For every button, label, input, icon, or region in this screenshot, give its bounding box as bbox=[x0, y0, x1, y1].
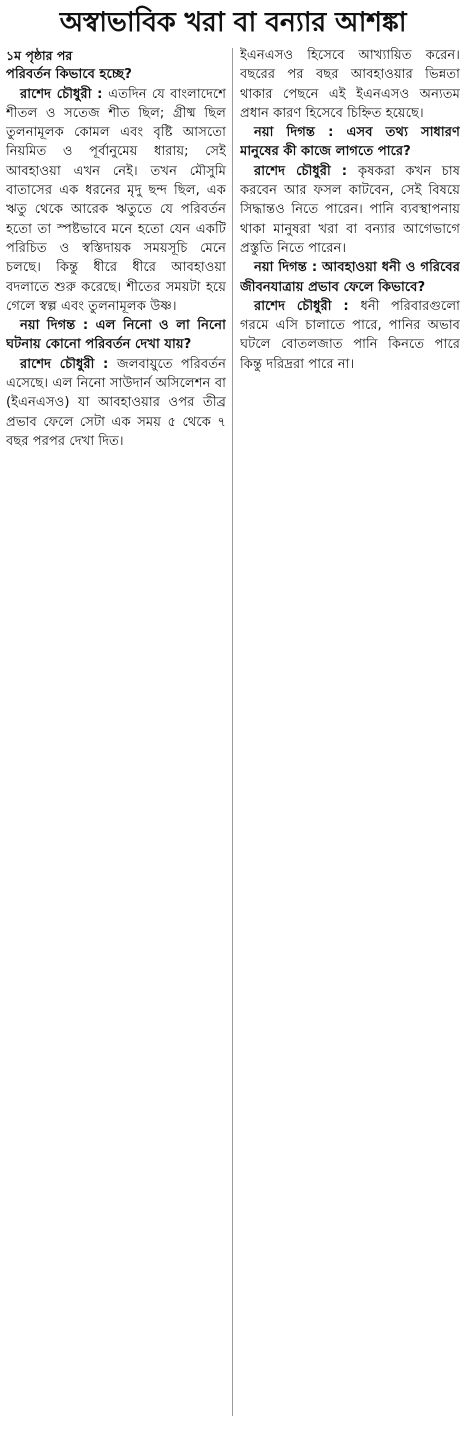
answer-text: জলবায়ুতে পরিবর্তন এসেছে। এল নিনো সাউদার্ন অসিলেশন বা (ইএনএসও) যা আবহাওয়ার ওপর তীব্র প্রভাব ফেলে সেটা এক সময় ৫ থেকে ৭ বছর পরপর দেখা দিত। bbox=[6, 356, 226, 449]
answer-paragraph: ইএনএসও হিসেবে আখ্যায়িত করেন। বছরের পর বছর আবহাওয়ার ভিন্নতা থাকার পেছনে এই ইএনএসও অন্যতম প্রধান কারণ হিসেবে চিহ্নিত হয়েছে। bbox=[240, 48, 460, 121]
speaker-name: নয়া দিগন্ত bbox=[254, 260, 307, 276]
right-column bbox=[240, 46, 460, 1424]
answer-text: কৃষকরা কখন চাষ করবেন আর ফসল কাটবেন, সেই বিষয়ে সিদ্ধান্তও নিতে পারেন। পানি ব্যবস্থাপনায় থাকা মানুষরা খরা বা বন্যার আগেভাগে প্রস্তুতি নিতে পারেন। bbox=[240, 163, 460, 256]
answer-text: এতদিন যে বাংলাদেশে শীতল ও সতেজ শীত ছিল; গ্রীষ্ম ছিল তুলনামূলক কোমল এবং বৃষ্টি আসতো নিয়মিত ও পূর্বানুমেয় ধারায়; সেই আবহাওয়া এখন নেই। তখন মৌসুমি বাতাসের এক ধরনের মৃদু ছন্দ ছিল, এক ঋতু থেকে আরেক ঋতুতে যে পরিবর্তন হতো তা স্পষ্টভাবে মনে হতো যেন একটি পরিচিত ও স্বস্তিদায়ক সময়সূচি মেনে চলছে। কিন্তু ধীরে ধীরে আবহাওয়া বদলাতে শুরু করেছে। শীতের সময়টা হয়ে গেলে স্বল্প এবং তুলনামূলক উষ্ণ। bbox=[6, 86, 226, 314]
column-divider bbox=[232, 48, 233, 1416]
speaker-separator: : bbox=[94, 356, 117, 372]
answer-text: ধনী পরিবারগুলো গরমে এসি চালাতে পারে, পানির অভাব ঘটলে বোতলজাত পানি কিনতে পারে কিন্তু দরিদ্ররা পারে না। bbox=[240, 298, 460, 372]
continued-marker: ১ম পৃষ্ঠার পর bbox=[6, 48, 73, 63]
question-text: আবহাওয়া ধনী ও গরিবের জীবনযাত্রায় প্রভাব ফেলে কিভাবে? bbox=[240, 260, 460, 295]
speaker-separator: : bbox=[91, 86, 109, 102]
question-paragraph bbox=[240, 123, 460, 162]
speaker-separator: : bbox=[75, 318, 96, 334]
speaker-name: রাশেদ চৌধুরী bbox=[20, 356, 95, 372]
speaker-name: রাশেদ চৌধুরী bbox=[254, 298, 332, 314]
question-text: এল নিনো ও লা নিনো ঘটনায় কোনো পরিবর্তন দেখা যায়? bbox=[6, 318, 226, 353]
question-text: এসব তথ্য সাধারণ মানুষের কী কাজে লাগতে পারে? bbox=[240, 125, 460, 160]
speaker-separator: : bbox=[330, 163, 359, 179]
speaker-name: নয়া দিগন্ত bbox=[20, 318, 76, 334]
answer-paragraph bbox=[240, 297, 460, 374]
left-column bbox=[6, 46, 226, 1424]
answer-paragraph bbox=[6, 355, 226, 451]
question-paragraph bbox=[6, 316, 226, 355]
article-columns bbox=[0, 46, 466, 1424]
question: পরিবর্তন কিভাবে হচ্ছে? bbox=[6, 67, 132, 83]
speaker-name: রাশেদ চৌধুরী bbox=[254, 163, 331, 179]
headline: অস্বাভাবিক খরা বা বন্যার আশঙ্কা bbox=[59, 7, 407, 38]
question-paragraph bbox=[240, 258, 460, 297]
answer-paragraph bbox=[240, 162, 460, 258]
speaker-name: নয়া দিগন্ত bbox=[254, 125, 315, 141]
speaker-separator: : bbox=[315, 125, 347, 141]
speaker-separator: : bbox=[306, 260, 323, 276]
speaker-separator: : bbox=[331, 298, 361, 314]
speaker-name: রাশেদ চৌধুরী bbox=[20, 86, 92, 102]
answer-paragraph bbox=[6, 85, 226, 317]
